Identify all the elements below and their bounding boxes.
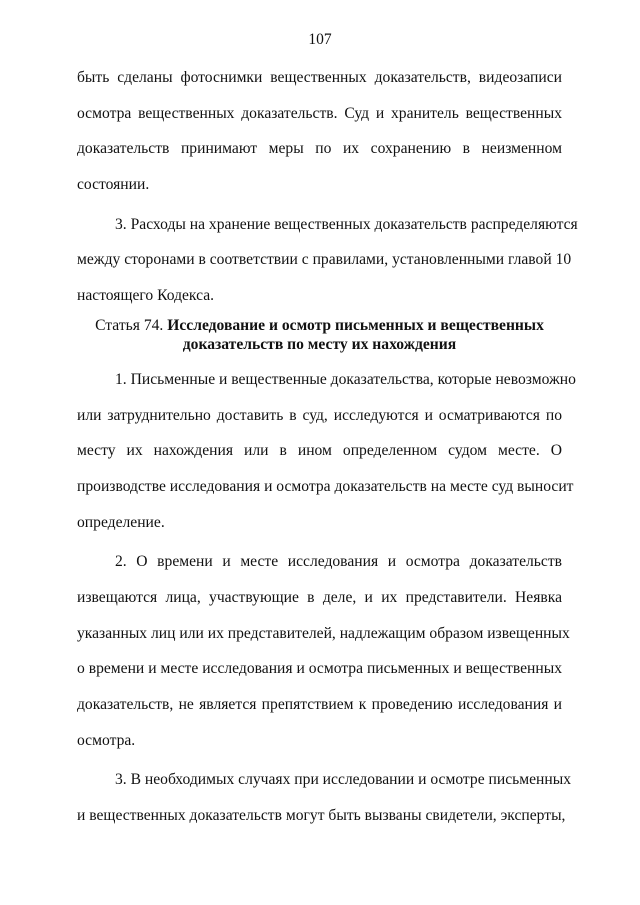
text-line: осмотра вещественных доказательств. Суд и хранитель вещественных [77,104,562,122]
text-line: месту их нахождения или в ином определенном судом месте. О [77,442,562,460]
paragraph-expenses [77,207,578,314]
text-line: 3. Расходы на хранение вещественных доказательств распределяются [115,215,578,233]
text-line: о времени и месте исследования и осмотра письменных и вещественных [77,660,562,678]
paragraph-item-2 [77,544,570,758]
text-line: между сторонами в соответствии с правилами, установленными главой 10 [77,251,572,269]
page-number: 107 [308,31,332,48]
text-line: 1. Письменные и вещественные доказательства, которые невозможно [115,370,576,388]
text-line: 2. О времени и месте исследования и осмотра доказательств [115,553,562,571]
article-title-line-1: Исследование и осмотр письменных и вещественных [167,316,544,334]
text-line: и вещественных доказательств могут быть вызваны свидетели, эксперты, [77,807,566,825]
text-line: доказательств, не является препятствием к проведению исследования и [77,696,562,713]
text-line: или затруднительно доставить в суд, исследуются и осматриваются по [77,406,562,424]
article-title-line-2: доказательств по месту их нахождения [182,335,457,353]
text-line: извещаются лица, участвующие в деле, и их представители. Неявка [77,588,562,606]
text-line: быть сделаны фотоснимки вещественных доказательств, видеозаписи [77,69,562,86]
article-number: Статья 74. [95,316,164,334]
text-line: состоянии. [77,176,150,194]
text-line: доказательств принимают меры по их сохранению в неизменном [77,140,562,158]
text-line: 3. В необходимых случаях при исследовании и осмотре письменных [115,771,572,789]
paragraph-item-1 [77,362,576,540]
text-line: настоящего Кодекса. [77,287,215,305]
text-line: указанных лиц или их представителей, надлежащим образом извещенных [77,624,570,642]
paragraph-item-3 [77,762,572,833]
text-line: производстве исследования и осмотра доказательств на месте суд выносит [77,477,574,495]
text-line: определение. [77,513,165,531]
paragraph-continuation [77,60,562,203]
text-line: осмотра. [77,731,136,749]
article-heading [77,316,562,354]
document-body [77,60,578,834]
